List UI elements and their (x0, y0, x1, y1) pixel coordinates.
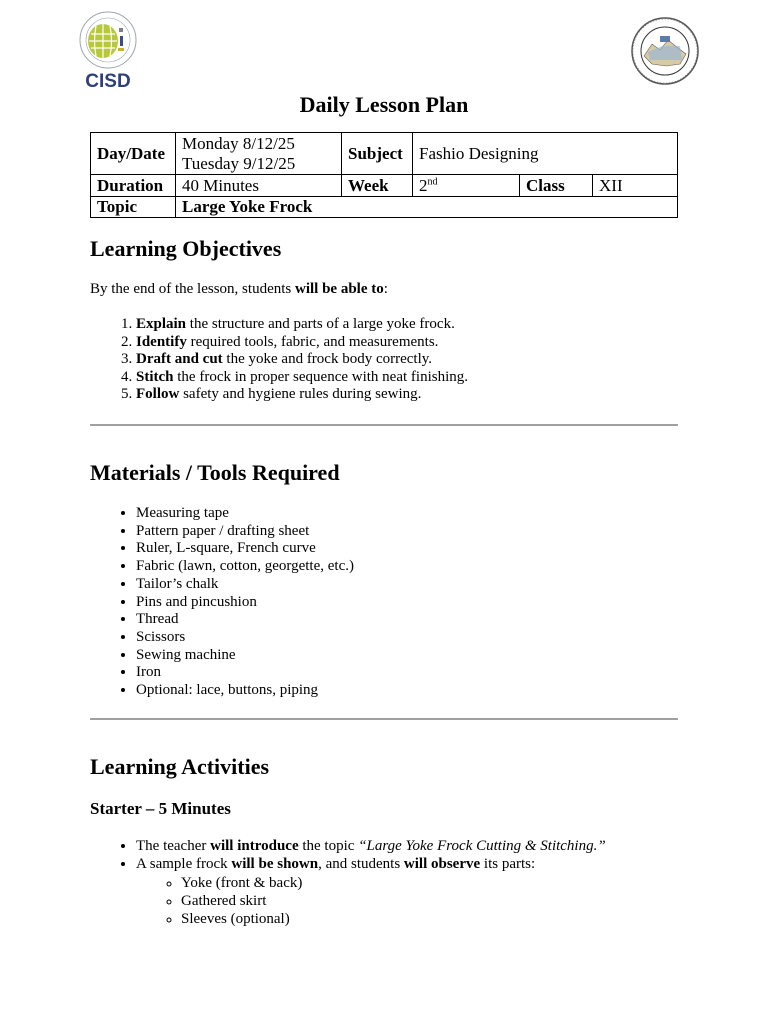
list-item: ◦ Yoke (front & back) (181, 874, 606, 892)
text-run: The teacher (136, 838, 211, 854)
table-row (91, 133, 678, 175)
section-divider (90, 424, 678, 426)
table-row (91, 175, 678, 197)
list-item: • Fabric (lawn, cotton, georgette, etc.) (136, 558, 354, 576)
week-number: 2 (419, 175, 428, 195)
starter-heading: Starter – 5 Minutes (90, 799, 231, 818)
list-item: • Pins and pincushion (136, 594, 354, 612)
objective-text: the frock in proper sequence with neat finishing. (173, 368, 468, 385)
list-item: ◦ Sleeves (optional) (181, 910, 606, 928)
objective-verb: Explain (136, 316, 187, 332)
objectives-heading: Learning Objectives (90, 236, 282, 261)
objective-verb: Stitch (136, 368, 174, 385)
topic-quote: “Large Yoke Frock Cutting & Stitching.” (358, 838, 606, 854)
list-item (136, 334, 468, 352)
text-run: A sample frock (136, 856, 232, 873)
subject-value: Fashio Designing (413, 133, 678, 175)
list-item: • Sewing machine (136, 647, 354, 665)
objective-verb: Follow (136, 386, 180, 403)
list-item (136, 351, 468, 369)
text-bold: will introduce (210, 838, 299, 854)
cisd-logo (73, 10, 143, 92)
intro-text: By the end of the lesson, students (90, 281, 295, 297)
text-run: its parts: (480, 856, 536, 873)
class-value: XII (593, 175, 678, 197)
week-value (413, 175, 520, 197)
list-item: • Ruler, L-square, French curve (136, 540, 354, 558)
institute-seal-logo (630, 16, 700, 86)
objectives-intro (90, 281, 388, 298)
activities-heading: Learning Activities (90, 754, 270, 779)
list-item: • Measuring tape (136, 505, 354, 523)
duration-value: 40 Minutes (176, 175, 342, 197)
starter-list (90, 837, 606, 928)
list-item (136, 837, 606, 855)
objective-text: safety and hygiene rules during sewing. (179, 386, 422, 403)
text-bold: will observe (403, 856, 481, 873)
subject-label: Subject (342, 133, 413, 175)
list-item (136, 369, 468, 387)
intro-bold: will be able to (294, 281, 384, 297)
objective-verb: Draft and cut (136, 351, 223, 368)
day-date-value (176, 133, 342, 175)
text-bold: will be shown (231, 856, 319, 873)
lesson-info-table (90, 132, 678, 218)
class-label: Class (520, 175, 593, 197)
duration-label: Duration (91, 175, 176, 197)
list-item: • Thread (136, 611, 354, 629)
list-item: • Iron (136, 664, 354, 682)
text-run: , and students (318, 856, 404, 873)
text-run: the topic (298, 838, 359, 854)
list-item: • Scissors (136, 629, 354, 647)
day-date-label: Day/Date (91, 133, 176, 175)
objectives-list (90, 316, 468, 404)
day-date-line: Tuesday 9/12/25 (182, 153, 296, 173)
frock-parts-list (136, 874, 606, 929)
day-date-line: Monday 8/12/25 (182, 133, 295, 153)
table-row (91, 197, 678, 218)
cisd-logo-text: CISD (85, 71, 131, 92)
materials-list (90, 505, 354, 700)
list-item: • Tailor’s chalk (136, 576, 354, 594)
list-item: • Optional: lace, buttons, piping (136, 682, 354, 700)
topic-label: Topic (91, 197, 176, 218)
list-item (136, 316, 468, 334)
list-item: • Pattern paper / drafting sheet (136, 523, 354, 541)
objective-text: required tools, fabric, and measurements. (186, 333, 439, 350)
section-divider (90, 718, 678, 720)
page-title: Daily Lesson Plan (299, 92, 469, 117)
topic-value: Large Yoke Frock (176, 197, 678, 218)
list-item (136, 386, 468, 404)
list-item (136, 855, 606, 928)
week-suffix: nd (427, 175, 438, 187)
week-label: Week (342, 175, 413, 197)
objective-text: the yoke and frock body correctly. (222, 351, 433, 368)
list-item: ◦ Gathered skirt (181, 892, 606, 910)
objective-verb: Identify (136, 333, 187, 350)
materials-heading: Materials / Tools Required (90, 460, 340, 485)
intro-colon: : (383, 281, 388, 297)
objective-text: the structure and parts of a large yoke frock. (186, 316, 455, 332)
